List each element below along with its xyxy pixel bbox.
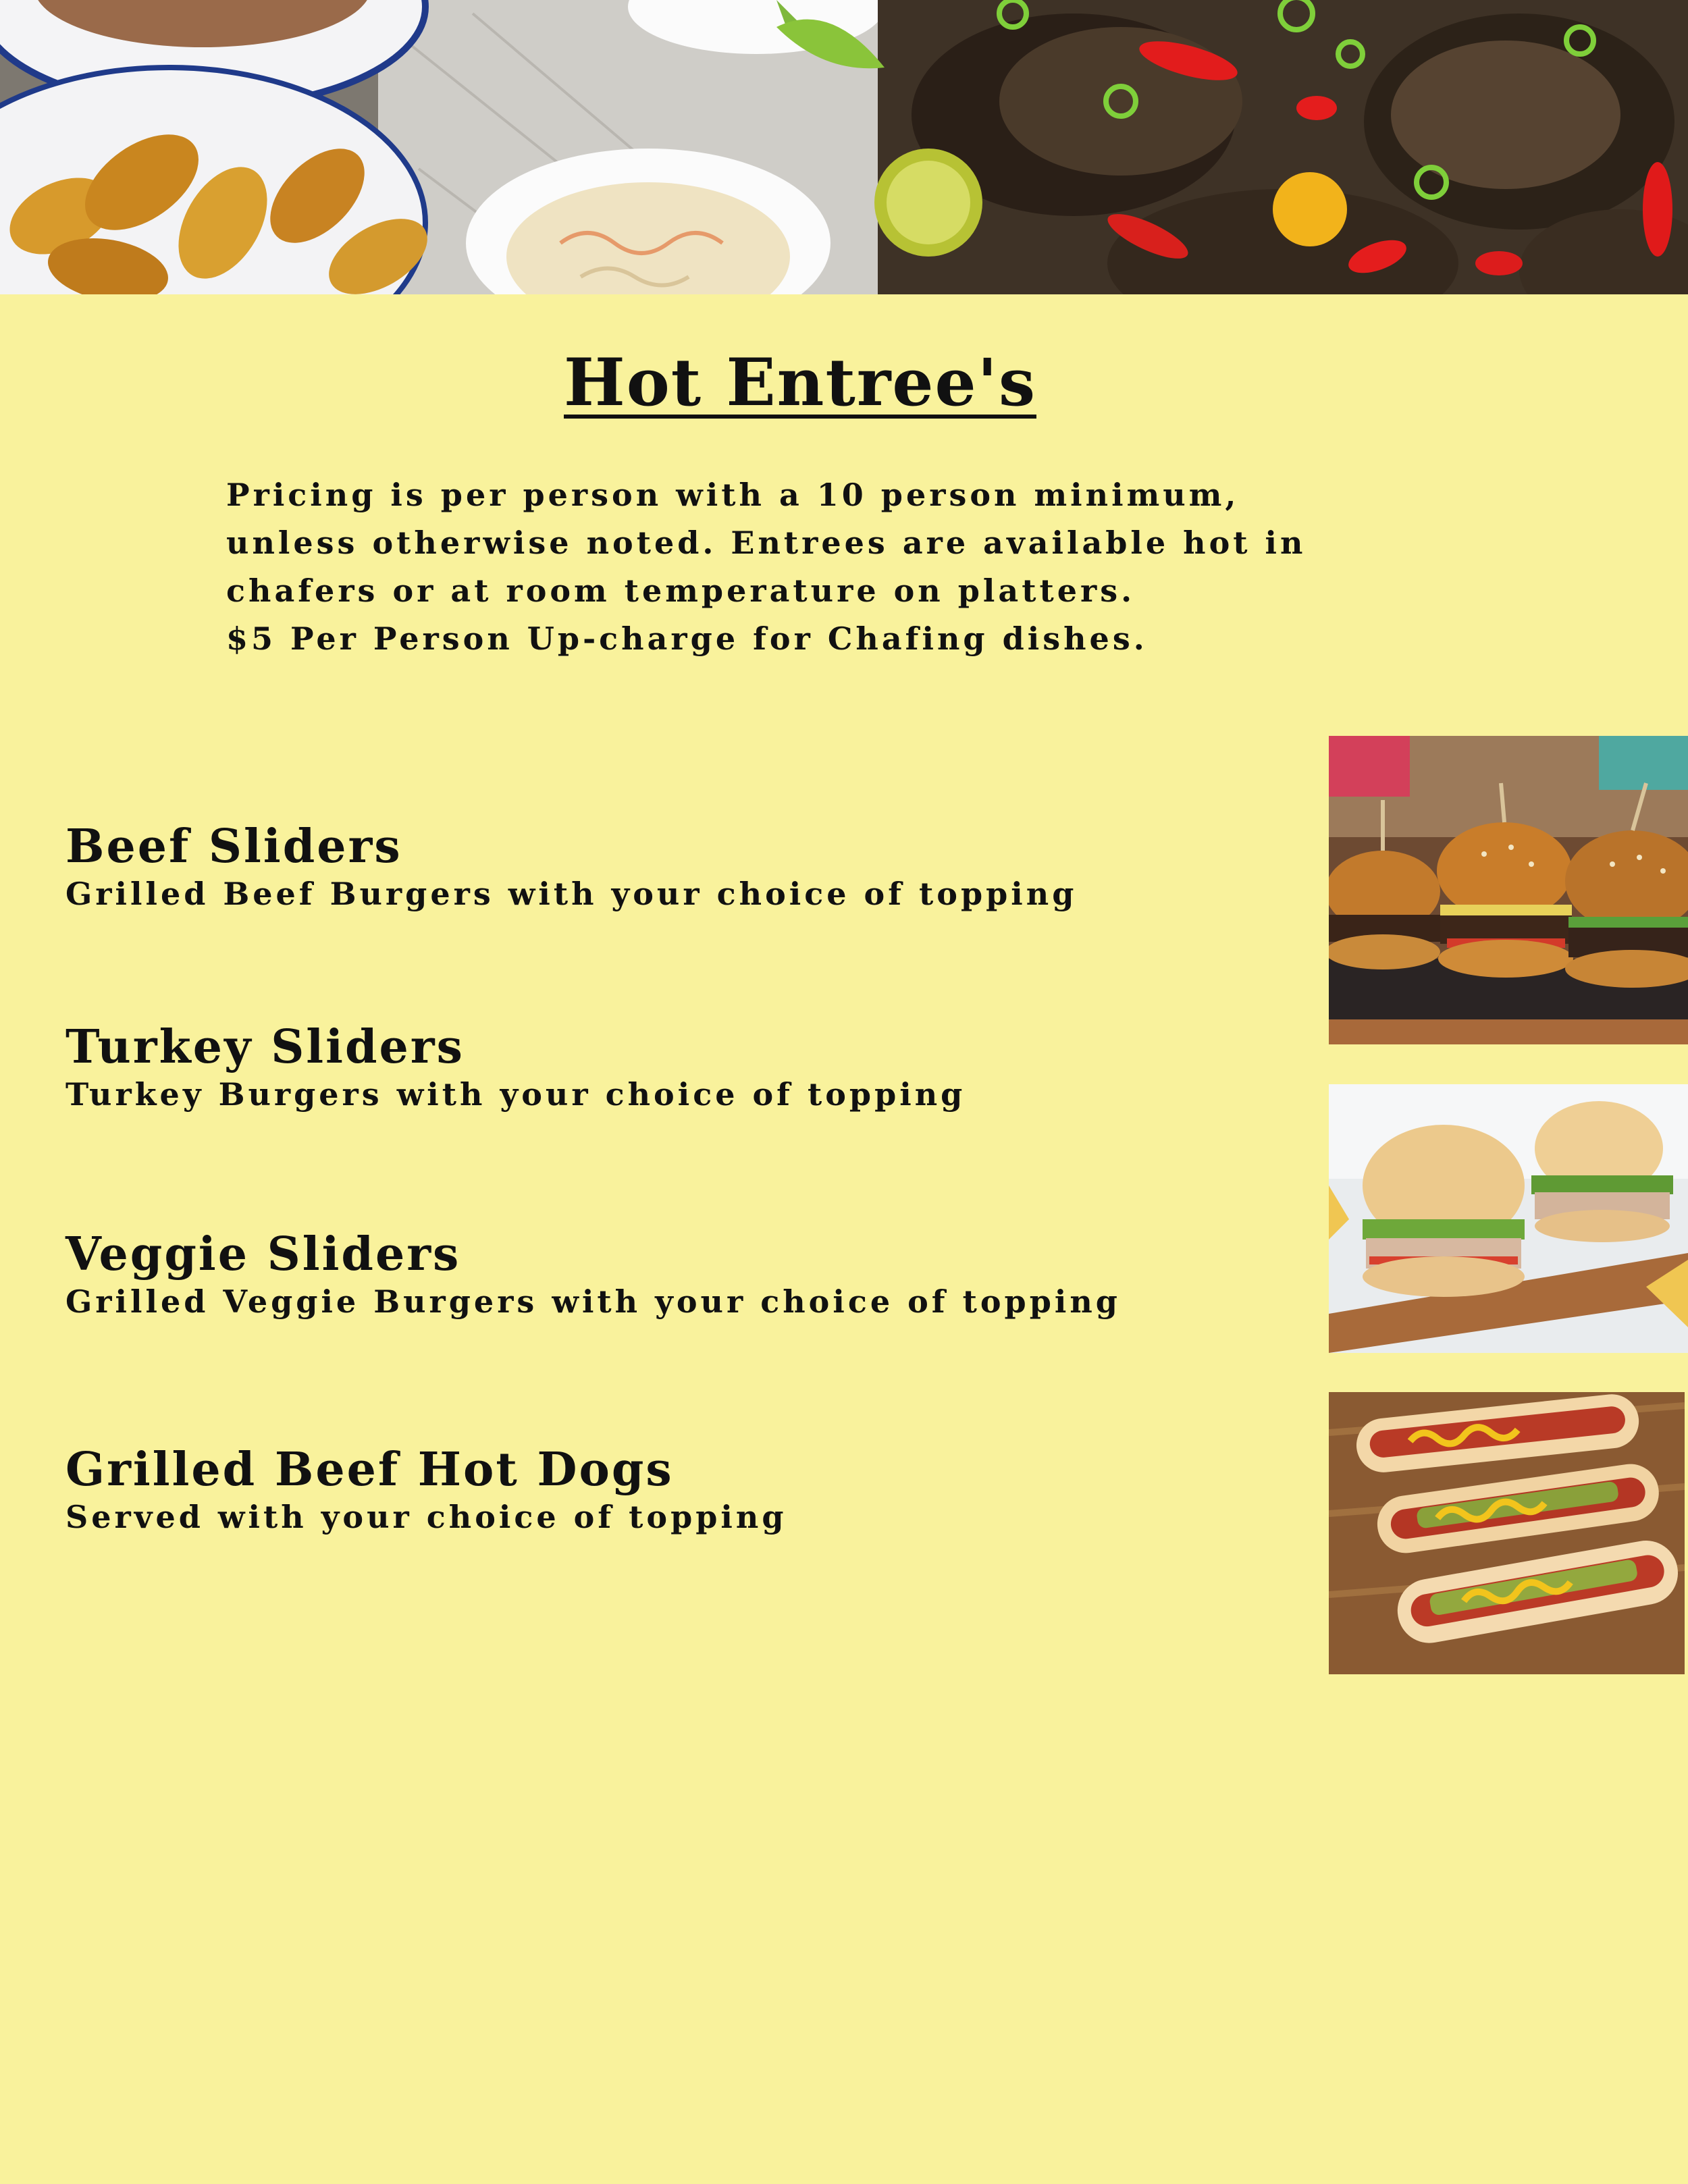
menu-item-veggie-sliders [65,1227,1121,1322]
menu-item-name: Veggie Sliders [65,1227,461,1281]
pricing-note-line: Pricing is per person with a 10 person minimum, [226,477,1240,513]
turkey-sliders-photo [1329,1084,1688,1353]
pricing-note-line: chafers or at room temperature on platters. [226,572,1136,609]
pricing-note-line: unless otherwise noted. Entrees are available hot in [226,525,1307,561]
menu-item-turkey-sliders [65,1020,966,1115]
hot-dogs-photo [1329,1392,1685,1674]
menu-item-name: Turkey Sliders [65,1020,465,1074]
header-food-photo [0,0,1688,294]
menu-item-grilled-beef-hot-dogs [65,1443,787,1537]
menu-item-description: Turkey Burgers with your choice of topping [65,1076,966,1113]
menu-item-name: Beef Sliders [65,820,402,874]
menu-item-description: Served with your choice of topping [65,1499,787,1535]
menu-item-description: Grilled Veggie Burgers with your choice of topping [65,1283,1121,1320]
pricing-note [226,471,1374,663]
pricing-note-line: $5 Per Person Up-charge for Chafing dishes. [226,620,1148,657]
page-title: Hot Entree's [564,344,1036,421]
menu-item-name: Grilled Beef Hot Dogs [65,1443,674,1497]
menu-item-description: Grilled Beef Burgers with your choice of topping [65,876,1078,912]
menu-item-beef-sliders [65,820,1077,914]
beef-sliders-photo [1329,736,1688,1044]
